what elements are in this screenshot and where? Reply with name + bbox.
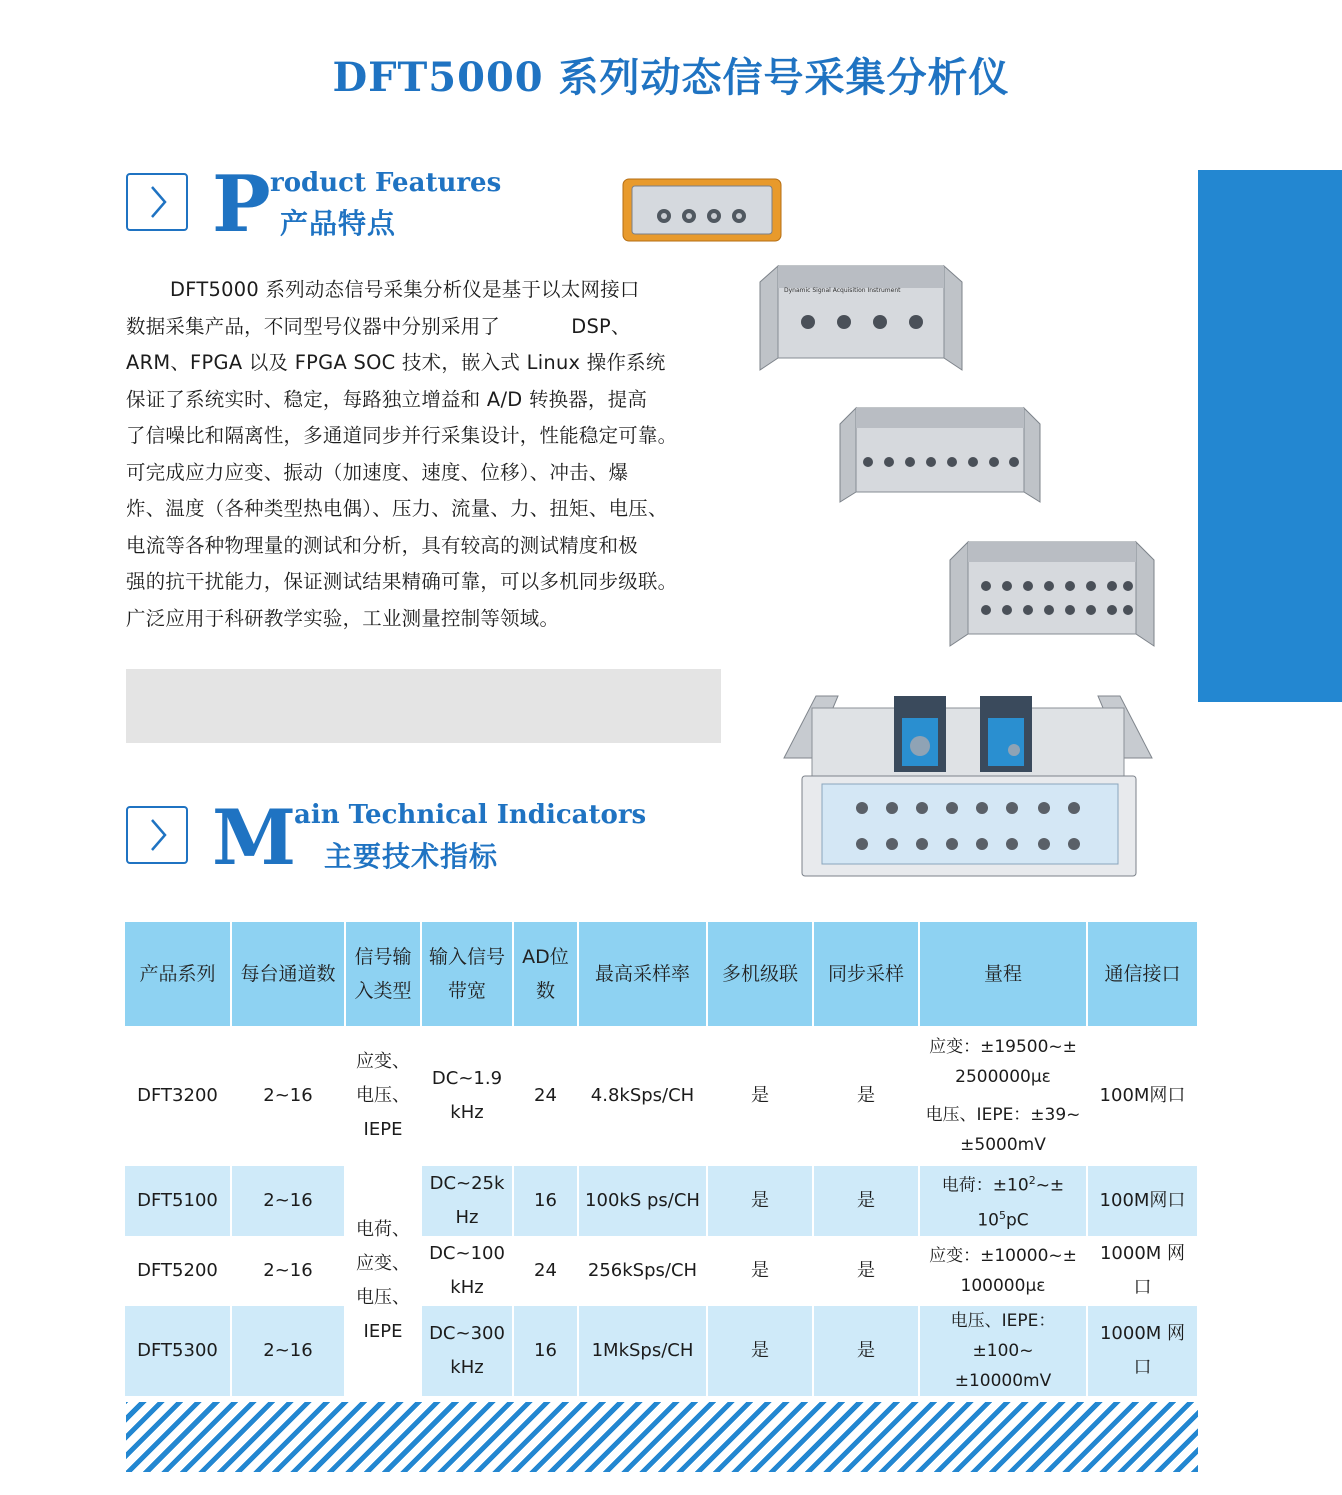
product-features-en-title: roduct Features <box>270 168 502 198</box>
header-series: 产品系列 <box>125 922 231 1026</box>
range-text <box>924 1166 1082 1201</box>
table-header-row <box>125 922 1198 1026</box>
cell-range <box>919 1166 1087 1236</box>
range-text: ±10000mV <box>954 1371 1052 1391</box>
cell-max-rate: 1MkSps/CH <box>578 1306 707 1396</box>
indicators-initial: M <box>212 793 297 882</box>
description-line: DFT5000 系列动态信号采集分析仪是基于以太网接口 <box>170 278 640 301</box>
cell-input-type-shared: 电荷、应变、电压、IEPE <box>345 1166 421 1396</box>
cell-series: DFT5300 <box>125 1306 231 1396</box>
range-superscript: 2 <box>1028 1174 1036 1188</box>
range-text: 应变：±19500~± <box>929 1037 1077 1057</box>
range-text: 电压、IEPE：±100~ <box>950 1311 1056 1361</box>
chassis-label: Dynamic Signal Acquisition Instrument <box>784 287 901 294</box>
product-features-cn-title: 产品特点 <box>280 207 397 240</box>
product-features-initial: P <box>212 159 271 250</box>
cell-bandwidth: DC~1.9 kHz <box>421 1026 513 1166</box>
cell-interface: 1000M 网口 <box>1087 1236 1198 1306</box>
spec-table <box>125 922 1199 1396</box>
header-interface: 通信接口 <box>1087 922 1198 1026</box>
range-superscript: 5 <box>998 1209 1006 1222</box>
description-line: 广泛应用于科研教学实验，工业测量控制等领域。 <box>126 606 560 630</box>
table-row <box>125 1306 1198 1396</box>
header-bandwidth: 输入信号带宽 <box>421 922 513 1026</box>
header-ad-bits: AD位数 <box>513 922 578 1026</box>
range-part: 10 <box>977 1210 999 1231</box>
cell-series: DFT5100 <box>125 1166 231 1236</box>
description-line: 炸、温度（各种类型热电偶）、压力、流量、力、扭矩、电压、 <box>126 497 668 520</box>
page-title: DFT5000 系列动态信号采集分析仪 <box>332 54 1010 101</box>
description-line: 数据采集产品，不同型号仪器中分别采用了 DSP、 <box>126 314 631 338</box>
cell-ad-bits: 24 <box>513 1236 578 1306</box>
chassis-8ch-image <box>836 404 1044 504</box>
header-input-type: 信号输入类型 <box>345 922 421 1026</box>
small-device-image <box>622 178 782 242</box>
gray-placeholder-box <box>126 669 721 743</box>
header-cascade: 多机级联 <box>707 922 813 1026</box>
rack-device-image <box>782 688 1154 880</box>
cell-sync: 是 <box>813 1026 919 1166</box>
cell-range <box>919 1026 1087 1166</box>
range-text: 100000με <box>960 1276 1046 1296</box>
table-row <box>125 1236 1198 1306</box>
indicators-en-title: ain Technical Indicators <box>294 800 647 830</box>
cell-input-type: 应变、电压、IEPE <box>345 1026 421 1166</box>
range-text: 应变：±10000~± <box>929 1246 1077 1266</box>
cell-channels: 2~16 <box>231 1026 345 1166</box>
cell-channels: 2~16 <box>231 1236 345 1306</box>
cell-max-rate: 256kSps/CH <box>578 1236 707 1306</box>
cell-max-rate: 4.8kSps/CH <box>578 1026 707 1166</box>
cell-interface: 1000M 网口 <box>1087 1306 1198 1396</box>
cell-cascade: 是 <box>707 1166 813 1236</box>
cell-ad-bits: 16 <box>513 1306 578 1396</box>
cell-cascade: 是 <box>707 1026 813 1166</box>
cell-series: DFT3200 <box>125 1026 231 1166</box>
cell-bandwidth: DC~300 kHz <box>421 1306 513 1396</box>
cell-range <box>919 1306 1087 1396</box>
cell-bandwidth: DC~100 kHz <box>421 1236 513 1306</box>
header-channels: 每台通道数 <box>231 922 345 1026</box>
chassis-4ch-image <box>756 262 966 372</box>
product-description <box>126 272 726 637</box>
decorative-stripe-band <box>126 1402 1198 1472</box>
range-text: ±5000mV <box>960 1135 1046 1155</box>
description-line: 可完成应力应变、振动（加速度、速度、位移）、冲击、爆 <box>126 460 629 484</box>
cell-range <box>919 1236 1087 1306</box>
cell-sync: 是 <box>813 1236 919 1306</box>
header-max-rate: 最高采样率 <box>578 922 707 1026</box>
description-line: 强的抗干扰能力，保证测试结果精确可靠，可以多机同步级联。 <box>126 570 678 593</box>
description-line: 了信噪比和隔离性，多通道同步并行采集设计，性能稳定可靠。 <box>126 424 678 447</box>
range-text: 2500000με <box>955 1067 1051 1087</box>
range-text: 电压、IEPE：±39~ <box>925 1105 1081 1125</box>
description-line: 电流等各种物理量的测试和分析，具有较高的测试精度和极 <box>126 533 638 557</box>
header-range: 量程 <box>919 922 1087 1026</box>
cell-sync: 是 <box>813 1166 919 1236</box>
cell-cascade: 是 <box>707 1306 813 1396</box>
table-row <box>125 1166 1198 1236</box>
cell-sync: 是 <box>813 1306 919 1396</box>
header-sync: 同步采样 <box>813 922 919 1026</box>
range-part: pC <box>1005 1210 1029 1231</box>
cell-channels: 2~16 <box>231 1306 345 1396</box>
indicators-cn-title: 主要技术指标 <box>324 840 499 873</box>
range-part: 电荷：±10 <box>941 1176 1029 1196</box>
cell-max-rate: 100kS ps/CH <box>578 1166 707 1236</box>
cell-interface: 100M网口 <box>1087 1026 1198 1166</box>
range-text <box>924 1201 1082 1236</box>
range-part: ~± <box>1035 1176 1065 1196</box>
cell-bandwidth: DC~25k Hz <box>421 1166 513 1236</box>
cell-series: DFT5200 <box>125 1236 231 1306</box>
cell-ad-bits: 24 <box>513 1026 578 1166</box>
description-line: ARM、FPGA 以及 FPGA SOC 技术，嵌入式 Linux 操作系统 <box>126 351 666 374</box>
indicators-arrow-icon <box>126 806 188 864</box>
cell-channels: 2~16 <box>231 1166 345 1236</box>
chassis-16ch-image <box>946 538 1158 648</box>
cell-interface: 100M网口 <box>1087 1166 1198 1236</box>
cell-ad-bits: 16 <box>513 1166 578 1236</box>
description-line: 保证了系统实时、稳定，每路独立增益和 A/D 转换器，提高 <box>126 387 648 411</box>
product-features-arrow-icon <box>126 173 188 231</box>
side-color-bar <box>1198 170 1342 702</box>
cell-cascade: 是 <box>707 1236 813 1306</box>
table-row <box>125 1026 1198 1166</box>
